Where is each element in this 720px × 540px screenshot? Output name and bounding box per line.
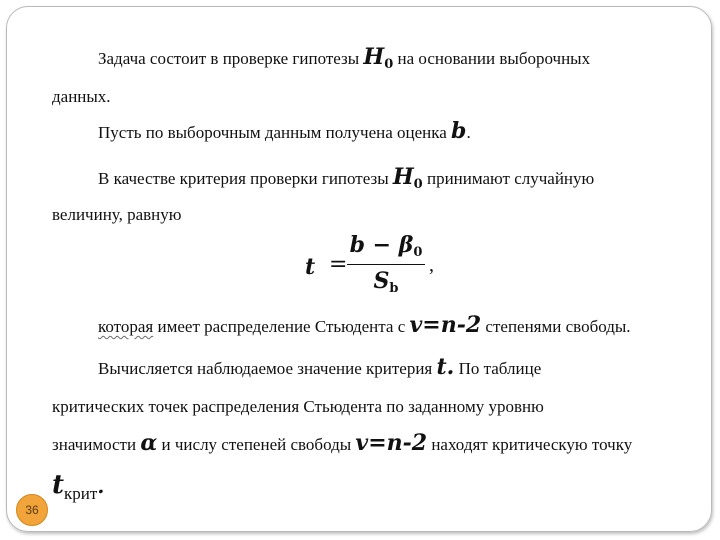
text: степенями свободы. [481,317,631,336]
paragraph-1-line-1 [98,46,590,72]
text: имеет распределение Стьюдента с [153,317,410,336]
text: критических точек распределения Стьюдента по заданному уровню [52,397,544,416]
fraction-bar [347,264,425,265]
page-number-badge [16,494,48,526]
text: на основании выборочных [393,49,591,68]
formula-comma: , [429,254,434,276]
math-symbol-b: b [451,118,467,144]
math-expr-v: v=n-2 [355,430,428,456]
math-expr-v: v=n-2 [409,312,482,338]
math-h: H [392,164,414,190]
text: данных. [52,87,111,106]
numerator-sub: 0 [413,245,423,260]
math-symbol-t-krit: t [52,470,65,500]
denominator-text: S [373,268,390,294]
paragraph-1-line-2 [52,86,111,108]
text: По таблице [454,359,542,378]
text: В качестве критерия проверки гипотезы [98,169,393,188]
paragraph-5-line-3 [52,432,632,456]
formula-denominator [345,268,427,294]
paragraph-3-line-1 [98,166,594,192]
denominator-sub: b [389,281,399,296]
formula-numerator [345,232,427,258]
math-symbol-t: t. [436,354,455,380]
math-sub-krit: крит [64,484,98,503]
text: принимают случайную [422,169,595,188]
math-symbol-h0 [363,44,393,70]
math-sub: 0 [413,177,423,192]
paragraph-5-line-1 [98,356,541,380]
math-symbol-h0 [393,164,423,190]
math-h: H [363,44,385,70]
paragraph-5-line-2 [52,396,544,418]
text: . [97,474,105,498]
paragraph-2 [98,120,471,144]
text: значимости [52,435,141,454]
paragraph-3-line-2 [52,204,181,226]
math-symbol-alpha: α [140,430,158,456]
formula-t-statistic [305,232,445,300]
text: величину, равную [52,205,182,224]
text: Вычисляется наблюдаемое значение критерия [98,359,437,378]
paragraph-5-line-4 [52,470,105,503]
page-number: 36 [25,503,39,517]
text: и числу степеней свободы [157,435,356,454]
formula-lhs: t [305,254,316,280]
paragraph-4 [98,314,631,338]
numerator-text: b − β [349,232,414,258]
formula-equals: = [329,252,348,277]
text: Пусть по выборочным данным получена оценка [98,123,452,142]
spellcheck-underlined-word: которая [98,317,154,336]
math-sub: 0 [384,57,394,72]
text: Задача состоит в проверке гипотезы [98,49,364,68]
text: . [466,123,471,142]
text: находят критическую точку [427,435,633,454]
